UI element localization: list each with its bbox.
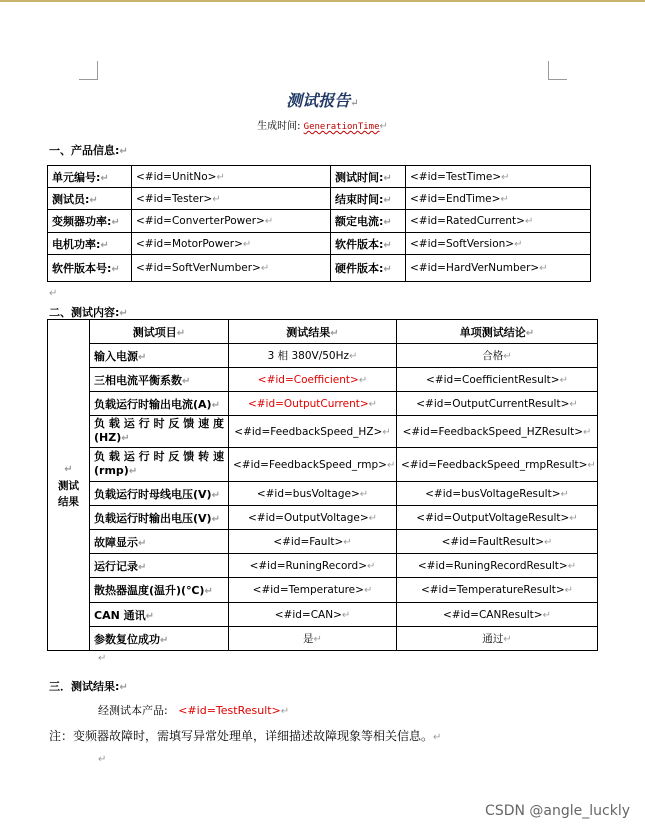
test-result <box>229 368 397 392</box>
test-row <box>48 344 598 368</box>
test-conclusion <box>397 603 598 627</box>
paragraph-mark: ↵ <box>242 238 252 250</box>
info-label <box>48 210 132 233</box>
info-value-text: <#id=ConverterPower> <box>136 215 265 227</box>
generation-time <box>0 117 645 132</box>
paragraph-mark: ↵ <box>525 327 535 339</box>
info-value-text: <#id=HardVerNumber> <box>410 262 540 274</box>
info-label-text: 硬件版本: <box>335 262 384 275</box>
paragraph-mark: ↵ <box>145 610 155 622</box>
paragraph-mark: ↵ <box>350 98 359 109</box>
test-result <box>229 554 397 578</box>
test-conclusion <box>397 344 598 368</box>
info-value-text: <#id=SoftVerNumber> <box>136 262 261 274</box>
group-label-line-1: 测试 <box>58 479 79 492</box>
test-item <box>90 416 229 448</box>
paragraph-mark: ↵ <box>216 171 225 183</box>
paragraph-mark: ↵ <box>569 398 578 410</box>
test-result-text: <#id=OutputCurrent> <box>247 397 369 410</box>
test-result <box>229 578 397 603</box>
group-label-line-2: 结果 <box>58 495 79 508</box>
paragraph-mark: ↵ <box>500 193 509 205</box>
paragraph-mark: ↵ <box>89 194 98 206</box>
test-result <box>229 482 397 506</box>
paragraph-mark: ↵ <box>49 288 58 299</box>
watermark: CSDN @angle_luckly <box>485 803 630 819</box>
test-conclusion-text: <#id=CoefficientResult> <box>426 373 560 386</box>
paragraph-mark: ↵ <box>368 512 378 524</box>
info-label-text: 结束时间: <box>335 192 384 206</box>
paragraph-mark: ↵ <box>564 585 574 596</box>
test-conclusion-text: <#id=busVoltageResult> <box>425 487 561 500</box>
paragraph-mark: ↵ <box>503 634 512 645</box>
test-conclusion <box>397 416 598 448</box>
paragraph-mark: ↵ <box>182 375 191 387</box>
note-content: 注：变频器故障时，需填写异常处理单，详细描述故障现象等相关信息。 <box>49 729 434 743</box>
test-result-label: 经测试本产品: <box>98 704 168 717</box>
info-value-text: <#id=MotorPower> <box>136 237 243 250</box>
test-row <box>48 482 598 506</box>
test-result-text: <#id=RuningRecord> <box>249 559 368 572</box>
paragraph-mark: ↵ <box>368 398 378 410</box>
test-header-row <box>48 320 598 344</box>
info-label-text: 单元编号: <box>52 170 101 184</box>
test-item-text: 散热器温度(温升)(℃) <box>94 584 205 597</box>
paragraph-mark: ↵ <box>560 488 569 500</box>
paragraph-mark: ↵ <box>100 239 109 251</box>
test-conclusion <box>397 482 598 506</box>
test-item <box>90 578 229 603</box>
paragraph-mark: ↵ <box>383 217 392 228</box>
test-item <box>90 530 229 554</box>
test-item <box>90 603 229 627</box>
test-row <box>48 392 598 416</box>
paragraph-mark: ↵ <box>539 263 548 274</box>
paragraph-mark: ↵ <box>367 560 376 572</box>
product-info-table <box>47 165 591 282</box>
paragraph-mark: ↵ <box>587 459 596 471</box>
paragraph-mark: ↵ <box>128 466 138 477</box>
info-label-text: 电机功率: <box>52 237 101 251</box>
paragraph-mark: ↵ <box>119 146 128 157</box>
paragraph-mark: ↵ <box>204 586 213 597</box>
paragraph-mark: ↵ <box>98 653 107 664</box>
test-result-value: <#id=TestResult> <box>178 704 281 717</box>
paragraph-mark: ↵ <box>583 426 592 438</box>
paragraph-mark: ↵ <box>138 537 147 549</box>
paragraph-mark: ↵ <box>100 172 109 184</box>
paragraph-mark: ↵ <box>383 239 392 251</box>
report-title <box>0 88 645 111</box>
info-value-text: <#id=SoftVersion> <box>410 237 515 250</box>
test-conclusion-text: <#id=FeedbackSpeed_HZResult> <box>402 425 584 438</box>
test-conclusion <box>397 506 598 530</box>
test-item-text: 故障显示 <box>94 535 138 549</box>
info-label <box>48 233 132 255</box>
paragraph-mark: ↵ <box>121 433 130 444</box>
paragraph-mark: ↵ <box>503 351 512 362</box>
note-text <box>49 727 441 744</box>
paragraph-mark: ↵ <box>382 426 391 438</box>
test-result-text: <#id=CAN> <box>274 608 342 621</box>
test-item <box>90 448 229 482</box>
test-item-text: 负载运行时输出电流(A) <box>94 397 212 411</box>
info-value <box>132 166 331 188</box>
test-item <box>90 344 229 368</box>
paragraph-mark: ↵ <box>343 536 352 548</box>
test-item <box>90 482 229 506</box>
test-item <box>90 368 229 392</box>
paragraph-mark: ↵ <box>176 327 186 339</box>
info-label <box>48 255 132 282</box>
info-value <box>406 188 591 210</box>
paragraph-mark: ↵ <box>359 488 369 500</box>
paragraph-mark: ↵ <box>98 754 107 765</box>
test-result <box>229 392 397 416</box>
section-3-heading <box>49 678 128 694</box>
paragraph-mark: ↵ <box>514 238 523 250</box>
test-item <box>90 392 229 416</box>
test-conclusion <box>397 448 598 482</box>
test-row <box>48 627 598 651</box>
info-label <box>331 233 406 255</box>
report-title-text: 测试报告 <box>286 91 351 110</box>
test-conclusion <box>397 554 598 578</box>
paragraph-mark: ↵ <box>341 609 351 621</box>
paragraph-mark: ↵ <box>264 216 274 227</box>
paragraph-mark: ↵ <box>211 513 220 525</box>
info-label-text: 软件版本: <box>335 237 384 251</box>
test-result-text: <#id=Coefficient> <box>257 373 359 386</box>
info-label <box>331 255 406 282</box>
test-row <box>48 416 598 448</box>
info-label <box>331 166 406 188</box>
test-content-table <box>47 319 598 651</box>
section-1-heading-text: 一、产品信息: <box>49 144 120 157</box>
test-group-label <box>48 320 90 651</box>
test-conclusion <box>397 368 598 392</box>
info-row <box>48 210 591 233</box>
test-item <box>90 506 229 530</box>
info-label <box>48 188 132 210</box>
info-label <box>331 188 406 210</box>
paragraph-mark: ↵ <box>160 634 169 646</box>
test-conclusion-text: 合格 <box>482 350 504 362</box>
test-row <box>48 603 598 627</box>
test-conclusion-text: <#id=OutputVoltageResult> <box>416 511 570 524</box>
section-2-heading <box>49 304 128 320</box>
test-result-text: 是 <box>303 633 314 645</box>
paragraph-mark: ↵ <box>280 706 290 717</box>
paragraph-mark: ↵ <box>383 172 392 184</box>
crop-mark-top-right <box>548 61 567 80</box>
test-row <box>48 368 598 392</box>
empty-paragraph <box>98 754 106 765</box>
test-result-line <box>98 702 289 718</box>
paragraph-mark: ↵ <box>363 585 373 596</box>
paragraph-mark: ↵ <box>567 560 577 572</box>
info-value-text: <#id=EndTime> <box>410 192 501 205</box>
test-item-text: CAN 通讯 <box>94 608 146 622</box>
generation-time-label: 生成时间: <box>257 121 301 132</box>
test-result-text: 3 相 380V/50Hz <box>267 350 349 362</box>
info-value <box>406 233 591 255</box>
test-row <box>48 530 598 554</box>
test-conclusion-text: <#id=FeedbackSpeed_rmpResult> <box>401 458 588 471</box>
info-value-text: <#id=Tester> <box>136 192 213 205</box>
column-header-text: 测试结果 <box>286 325 331 339</box>
info-row <box>48 233 591 255</box>
paragraph-mark: ↵ <box>544 536 553 548</box>
paragraph-mark: ↵ <box>211 399 220 411</box>
info-row <box>48 255 591 282</box>
paragraph-mark: ↵ <box>501 171 510 183</box>
column-header <box>90 320 229 344</box>
paragraph-mark: ↵ <box>211 489 220 501</box>
paragraph-mark: ↵ <box>349 351 358 362</box>
test-conclusion-text: <#id=RuningRecordResult> <box>417 559 568 572</box>
paragraph-mark: ↵ <box>559 374 568 386</box>
test-result <box>229 506 397 530</box>
paragraph-mark: ↵ <box>358 374 368 386</box>
test-item-text: 负载运行时输出电压(V) <box>94 511 212 525</box>
test-result <box>229 448 397 482</box>
test-result-text: <#id=Temperature> <box>252 584 364 596</box>
paragraph-mark: ↵ <box>379 121 388 132</box>
paragraph-mark: ↵ <box>569 512 578 524</box>
test-result-text: <#id=FeedbackSpeed_rmp> <box>233 458 387 471</box>
test-row <box>48 554 598 578</box>
test-result <box>229 344 397 368</box>
test-item <box>90 554 229 578</box>
info-row <box>48 188 591 210</box>
column-header <box>229 320 397 344</box>
paragraph-mark: ↵ <box>64 463 73 475</box>
test-row <box>48 506 598 530</box>
test-result <box>229 416 397 448</box>
test-row <box>48 578 598 603</box>
test-item <box>90 627 229 651</box>
test-result-text: <#id=OutputVoltage> <box>247 511 369 524</box>
paragraph-mark: ↵ <box>138 561 147 573</box>
test-item-text: 输入电源 <box>94 349 138 363</box>
section-2-heading-text: 二、测试内容: <box>49 306 120 319</box>
test-result-text: <#id=busVoltage> <box>256 487 360 500</box>
info-value <box>406 166 591 188</box>
info-value-text: <#id=UnitNo> <box>136 170 217 183</box>
info-value-text: <#id=TestTime> <box>410 170 502 183</box>
paragraph-mark: ↵ <box>433 732 442 743</box>
info-label-text: 软件版本号: <box>52 262 112 275</box>
test-item-text: 运行记录 <box>94 559 138 573</box>
paragraph-mark: ↵ <box>119 682 128 693</box>
test-conclusion <box>397 392 598 416</box>
test-conclusion-text: <#id=FaultResult> <box>441 535 545 548</box>
info-value <box>132 255 331 282</box>
test-item-text: 负载运行时母线电压(V) <box>94 487 212 501</box>
paragraph-mark: ↵ <box>138 351 147 363</box>
paragraph-mark: ↵ <box>111 264 120 275</box>
info-value <box>132 188 331 210</box>
paragraph-mark: ↵ <box>111 217 120 228</box>
test-item-text: 负载运行时反馈速度(HZ) <box>94 417 224 444</box>
page-top-border <box>0 0 645 2</box>
column-header-text: 单项测试结论 <box>459 325 526 339</box>
paragraph-mark: ↵ <box>260 263 270 274</box>
empty-paragraph <box>49 288 57 299</box>
paragraph-mark: ↵ <box>383 194 392 206</box>
test-result <box>229 627 397 651</box>
info-value <box>132 210 331 233</box>
paragraph-mark: ↵ <box>386 459 396 471</box>
info-label-text: 额定电流: <box>335 215 384 228</box>
paragraph-mark: ↵ <box>524 216 534 227</box>
paragraph-mark: ↵ <box>212 193 221 205</box>
info-value <box>406 210 591 233</box>
section-3-heading-text: 三．测试结果: <box>49 680 120 693</box>
paragraph-mark: ↵ <box>119 308 128 319</box>
test-item-text: 参数复位成功 <box>94 632 160 646</box>
test-result-text: <#id=FeedbackSpeed_HZ> <box>234 425 383 438</box>
info-label <box>331 210 406 233</box>
test-result-text: <#id=Fault> <box>273 535 344 548</box>
column-header-text: 测试项目 <box>132 325 177 339</box>
test-conclusion <box>397 530 598 554</box>
section-1-heading <box>49 142 128 158</box>
empty-paragraph <box>98 653 106 664</box>
test-result <box>229 603 397 627</box>
test-conclusion-text: <#id=OutputCurrentResult> <box>416 397 570 410</box>
paragraph-mark: ↵ <box>542 609 551 621</box>
paragraph-mark: ↵ <box>383 264 392 275</box>
crop-mark-top-left <box>79 61 98 80</box>
info-row <box>48 166 591 188</box>
test-row <box>48 448 598 482</box>
info-label-text: 测试员: <box>52 192 90 206</box>
info-value <box>406 255 591 282</box>
column-header <box>397 320 598 344</box>
test-conclusion-text: 通过 <box>482 633 504 645</box>
info-label <box>48 166 132 188</box>
paragraph-mark: ↵ <box>313 634 322 645</box>
info-label-text: 变频器功率: <box>52 215 112 228</box>
test-item-text: 负载运行时反馈转速(rmp) <box>94 450 224 477</box>
test-conclusion-text: <#id=TemperatureResult> <box>420 584 565 596</box>
test-conclusion <box>397 578 598 603</box>
info-value <box>132 233 331 255</box>
info-value-text: <#id=RatedCurrent> <box>410 215 525 227</box>
test-conclusion-text: <#id=CANResult> <box>443 608 543 621</box>
info-label-text: 测试时间: <box>335 170 384 184</box>
test-result <box>229 530 397 554</box>
paragraph-mark: ↵ <box>330 327 339 339</box>
generation-time-value: GenerationTime <box>303 122 380 132</box>
test-item-text: 三相电流平衡系数 <box>94 373 182 387</box>
test-conclusion <box>397 627 598 651</box>
